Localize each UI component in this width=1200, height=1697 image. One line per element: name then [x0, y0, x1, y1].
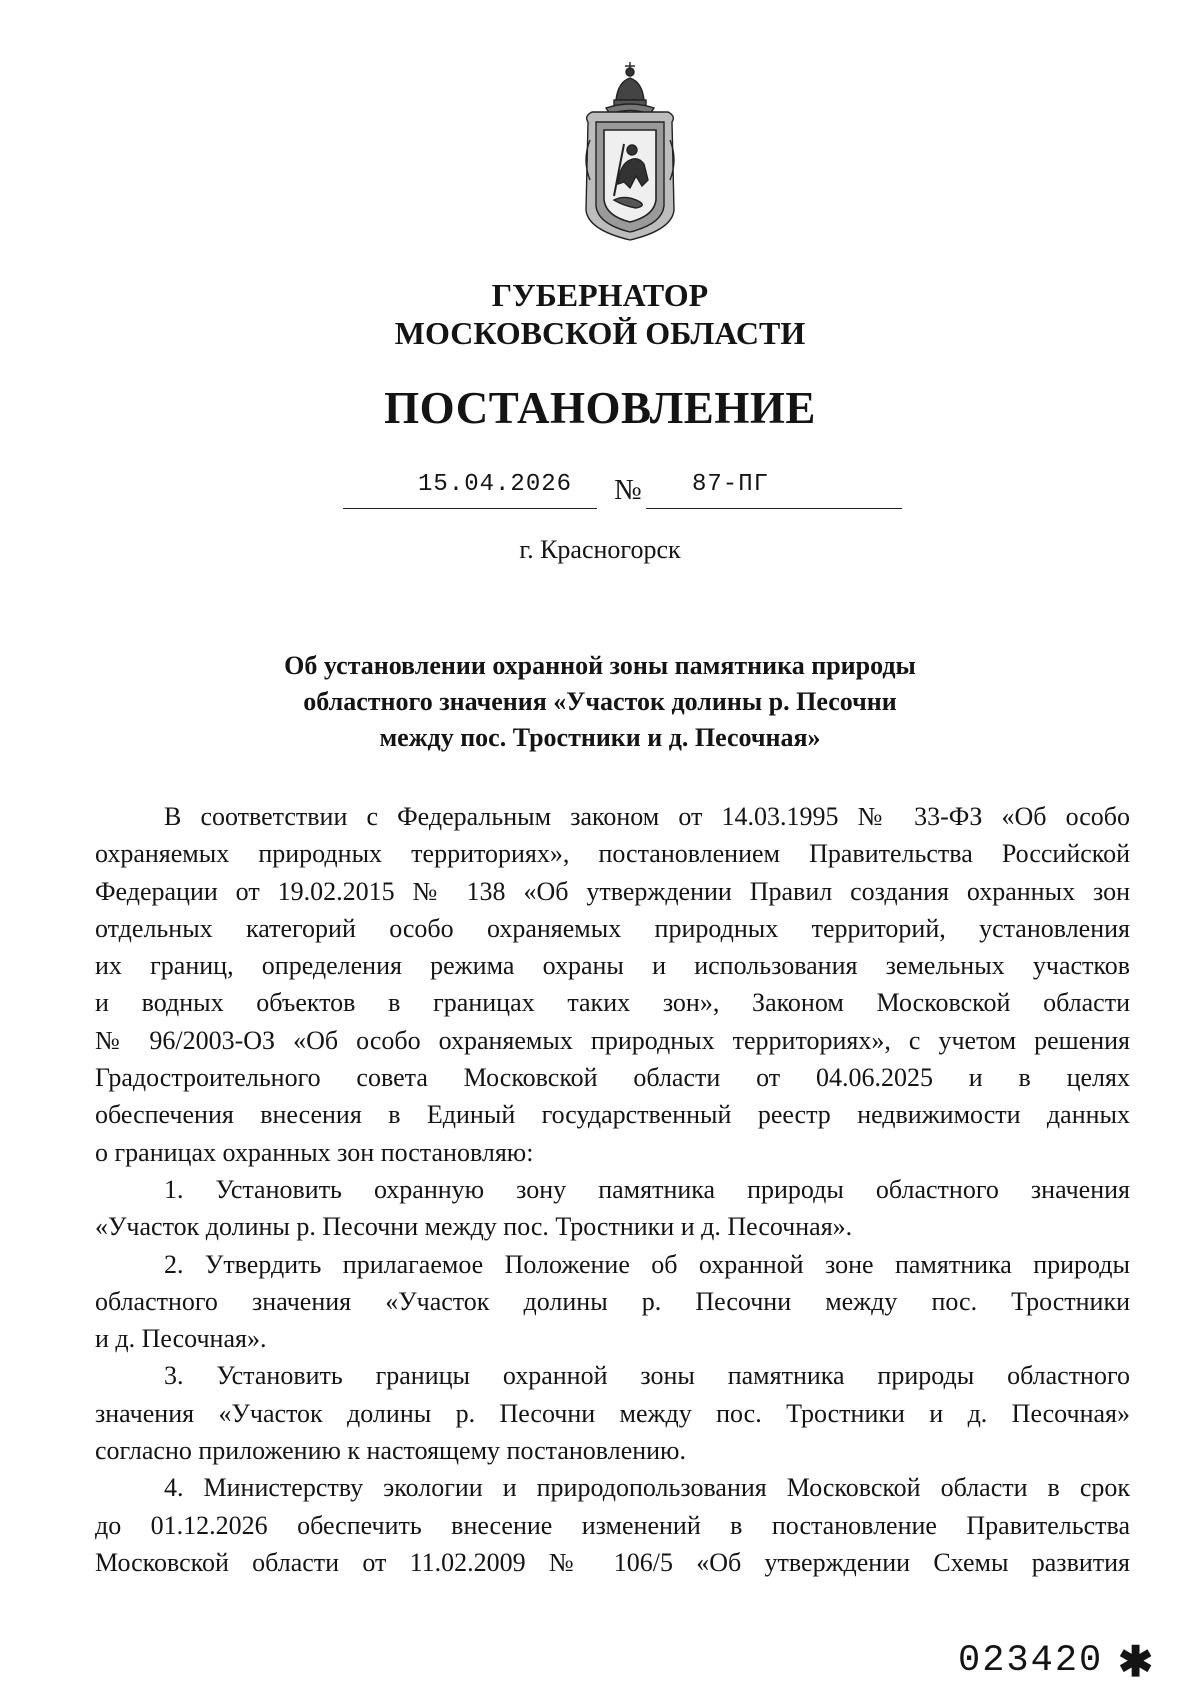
body-line: «Участок долины р. Песочни между пос. Тростники и д. Песочная». — [95, 1212, 853, 1242]
number-sign: № — [614, 474, 642, 506]
body-line: № 96/2003-ОЗ «Об особо охраняемых природных территориях», с учетом решения — [95, 1025, 1130, 1055]
body-line: и водных объектов в границах таких зон», Законом Московской области — [95, 988, 1130, 1018]
subject-line: областного значения «Участок долины р. Песочни — [303, 687, 897, 716]
body-line: Градостроительного совета Московской области от 04.06.2025 и в целях — [95, 1063, 1130, 1093]
document-number: 87-ПГ — [692, 471, 770, 498]
coat-of-arms-emblem-icon — [566, 60, 694, 244]
subject-line: между пос. Тростники и д. Песочная» — [379, 723, 821, 752]
document-date: 15.04.2026 — [418, 471, 573, 498]
subject-line: Об установлении охранной зоны памятника природы — [284, 651, 916, 680]
body-line: и д. Песочная». — [95, 1324, 267, 1354]
issuer-title-line2: МОСКОВСКОЙ ОБЛАСТИ — [394, 315, 806, 351]
body-line: согласно приложению к настоящему постановлению. — [95, 1436, 686, 1466]
asterisk-mark: ✱ — [1118, 1640, 1154, 1686]
body-line: Федерации от 19.02.2015 № 138 «Об утверждении Правил создания охранных зон — [95, 876, 1130, 906]
date-underline — [343, 508, 597, 509]
body-line: Московской области от 11.02.2009 № 106/5 «Об утверждении Схемы развития — [95, 1547, 1130, 1577]
body-line: 4. Министерству экологии и природопользования Московской области в срок — [164, 1473, 1130, 1503]
body-line: 3. Установить границы охранной зоны памятника природы областного — [164, 1361, 1130, 1391]
body-line: охраняемых природных территориях», постановлением Правительства Российской — [95, 839, 1130, 869]
body-line: 2. Утвердить прилагаемое Положение об охранной зоне памятника природы — [164, 1249, 1130, 1279]
issue-city: г. Красногорск — [519, 535, 681, 564]
body-line: 1. Установить охранную зону памятника природы областного значения — [164, 1174, 1130, 1204]
document-subject — [200, 648, 1000, 756]
body-line: до 01.12.2026 обеспечить внесение изменений в постановление Правительства — [95, 1510, 1130, 1540]
issuer-title-line1: ГУБЕРНАТОР — [491, 277, 709, 313]
body-line: значения «Участок долины р. Песочни между пос. Тростники и д. Песочная» — [95, 1398, 1130, 1428]
document-serial-number: 023420 — [958, 1640, 1104, 1682]
document-body — [95, 798, 1130, 1581]
body-line: о границах охранных зон постановляю: — [95, 1137, 534, 1167]
body-line: обеспечения внесения в Единый государственный реестр недвижимости данных — [95, 1100, 1130, 1130]
body-line: отдельных категорий особо охраняемых природных территорий, установления — [95, 913, 1130, 943]
body-line: областного значения «Участок долины р. Песочни между пос. Тростники — [95, 1286, 1130, 1316]
body-line: их границ, определения режима охраны и использования земельных участков — [95, 951, 1130, 981]
body-line: В соответствии с Федеральным законом от 14.03.1995 № 33-ФЗ «Об особо — [164, 802, 1130, 831]
number-underline — [646, 508, 902, 509]
document-type-title: ПОСТАНОВЛЕНИЕ — [384, 383, 816, 433]
